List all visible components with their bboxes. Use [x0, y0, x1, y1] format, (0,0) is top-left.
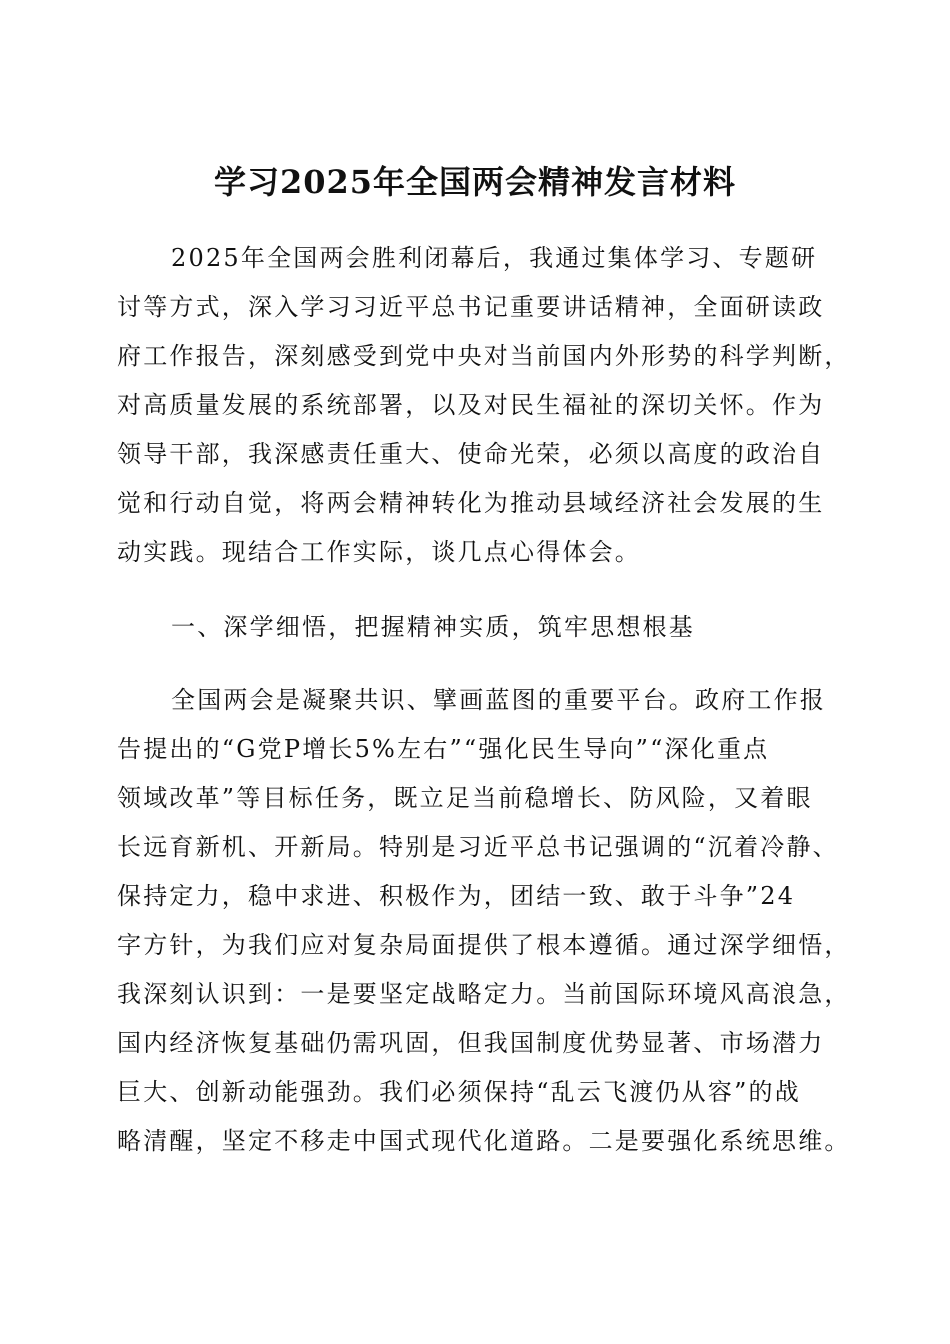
body-line: 保持定力，稳中求进、积极作为，团结一致、敢于斗争”24 [117, 882, 796, 910]
document-title: 学习2025年全国两会精神发言材料 [213, 163, 737, 201]
body-line: 觉和行动自觉，将两会精神转化为推动县域经济社会发展的生 [117, 489, 825, 517]
body-line: 领域改革”等目标任务，既立足当前稳增长、防风险，又着眼 [117, 784, 813, 812]
body-line: 领导干部，我深感责任重大、使命光荣，必须以高度的政治自 [117, 440, 825, 468]
body-line: 告提出的“G党P增长5%左右”“强化民生导向”“深化重点 [117, 735, 770, 763]
body-line: 府工作报告，深刻感受到党中央对当前国内外形势的科学判断， [117, 342, 851, 370]
body-line: 讨等方式，深入学习习近平总书记重要讲话精神，全面研读政 [117, 293, 825, 321]
body-line: 国内经济恢复基础仍需巩固，但我国制度优势显著、市场潜力 [117, 1029, 825, 1057]
body-line: 长远育新机、开新局。特别是习近平总书记强调的“沉着冷静、 [117, 833, 839, 861]
body-line: 略清醒，坚定不移走中国式现代化道路。二是要强化系统思维。 [117, 1127, 851, 1155]
body-line: 全国两会是凝聚共识、擘画蓝图的重要平台。政府工作报 [171, 686, 826, 714]
body-line: 动实践。现结合工作实际，谈几点心得体会。 [117, 538, 641, 566]
body-line: 对高质量发展的系统部署，以及对民生福祉的深切关怀。作为 [117, 391, 825, 419]
section-heading: 一、深学细悟，把握精神实质，筑牢思想根基 [171, 613, 695, 641]
body-line: 2025年全国两会胜利闭幕后，我通过集体学习、专题研 [171, 244, 818, 272]
body-line: 我深刻认识到：一是要坚定战略定力。当前国际环境风高浪急， [117, 980, 851, 1008]
body-line: 字方针，为我们应对复杂局面提供了根本遵循。通过深学细悟， [117, 931, 851, 959]
body-line: 巨大、创新动能强劲。我们必须保持“乱云飞渡仍从容”的战 [117, 1078, 801, 1106]
